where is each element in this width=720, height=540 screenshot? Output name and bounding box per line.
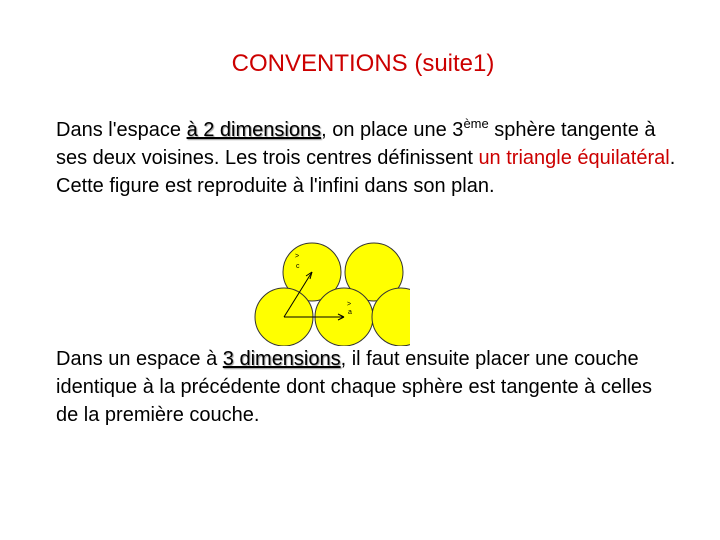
p1-end: . Cette figure est reproduite à l'infini dans son plan.	[56, 147, 676, 197]
p1-mid: , on place une 3	[321, 119, 464, 141]
p1-underlined-term: à 2 dimensions	[186, 119, 322, 141]
paragraph-3d	[56, 345, 676, 429]
sphere-circles	[255, 243, 410, 346]
svg-text:c: c	[296, 263, 300, 270]
paragraph-2d	[56, 116, 676, 200]
svg-text:>: >	[295, 253, 300, 260]
p2-underlined-term: 3 dimensions	[222, 348, 341, 370]
tangent-spheres-diagram-icon	[250, 236, 410, 346]
slide-title: CONVENTIONS (suite1)	[231, 50, 495, 77]
svg-text:>: >	[347, 301, 352, 308]
svg-text:a: a	[348, 309, 352, 316]
p1-highlight: un triangle équilatéral	[478, 147, 670, 169]
p2-before: Dans un espace à	[56, 348, 223, 370]
p1-after: sphère tangente à ses deux voisines. Les trois centres définissent	[56, 119, 656, 169]
p1-before: Dans l'espace	[56, 119, 187, 141]
p1-superscript: ème	[463, 116, 489, 131]
p2-after: , il faut ensuite placer une couche identique à la précédente dont chaque sphère est tangente à celles de la première couche.	[56, 348, 652, 426]
